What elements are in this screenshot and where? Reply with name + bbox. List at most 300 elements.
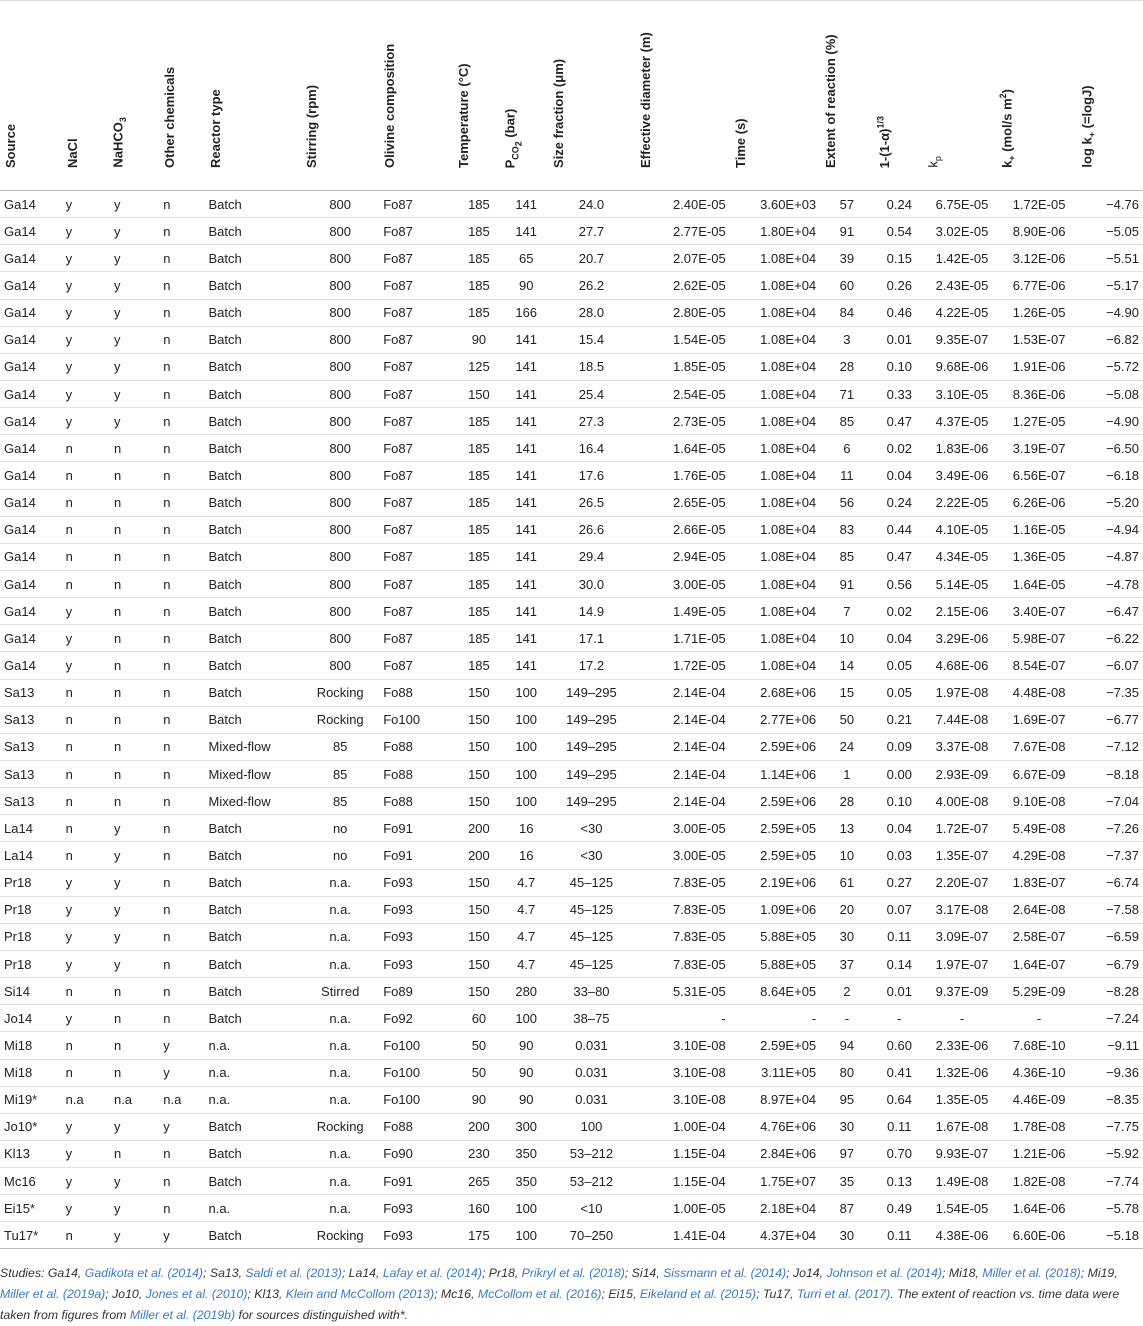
cell-temperature: 185 — [453, 299, 504, 326]
cell-stirring: Rocking — [301, 1222, 379, 1249]
cell-size-fraction: 28.0 — [548, 299, 635, 326]
cell-source: Ga14 — [0, 543, 62, 570]
cell-pco2: 16 — [505, 842, 548, 869]
cell-nacl: y — [62, 1168, 110, 1195]
cell-kp: 3.29E-06 — [925, 625, 999, 652]
cell-olivine: Fo87 — [379, 245, 453, 272]
cell-kplus: 9.10E-08 — [999, 788, 1079, 815]
cell-effective-diameter: 3.00E-05 — [635, 842, 730, 869]
cell-pco2: 4.7 — [505, 896, 548, 923]
cell-kplus: 7.67E-08 — [999, 733, 1079, 760]
cell-extent: 30 — [820, 923, 873, 950]
cell-stirring: 800 — [301, 598, 379, 625]
cell-nacl: y — [62, 923, 110, 950]
cell-extent: 10 — [820, 842, 873, 869]
cell-log-kplus: −4.87 — [1079, 543, 1143, 570]
cell-frac: - — [874, 1005, 925, 1032]
cell-source: Ga14 — [0, 570, 62, 597]
cell-effective-diameter: 2.14E-04 — [635, 679, 730, 706]
cell-stirring: n.a. — [301, 1005, 379, 1032]
table-row — [0, 408, 1143, 435]
cell-time: 1.08E+04 — [730, 245, 820, 272]
cell-log-kplus: −6.59 — [1079, 923, 1143, 950]
cell-effective-diameter: 2.14E-04 — [635, 788, 730, 815]
col-kplus: $k_+$ (mol/s $m^2$) — [999, 1, 1079, 191]
cell-pco2: 100 — [505, 1195, 548, 1222]
cell-stirring: 85 — [301, 788, 379, 815]
cell-nahco3: y — [110, 353, 159, 380]
col-log-kplus: $\log k_+$ (=logJ) — [1079, 1, 1143, 191]
cell-nacl: n — [62, 733, 110, 760]
cell-pco2: 300 — [505, 1113, 548, 1140]
cell-log-kplus: −6.47 — [1079, 598, 1143, 625]
cell-nahco3: y — [110, 869, 159, 896]
cell-frac: 0.13 — [874, 1168, 925, 1195]
cell-size-fraction: 24.0 — [548, 191, 635, 218]
cell-log-kplus: −7.75 — [1079, 1113, 1143, 1140]
cell-temperature: 265 — [453, 1168, 504, 1195]
cell-nacl: n.a — [62, 1086, 110, 1113]
cell-temperature: 150 — [453, 733, 504, 760]
cell-olivine: Fo93 — [379, 1195, 453, 1222]
cell-temperature: 185 — [453, 489, 504, 516]
col-olivine: Olivine composition — [379, 1, 453, 191]
cell-temperature: 150 — [453, 788, 504, 815]
ref-link[interactable]: Gadikota et al. (2014) — [84, 1266, 204, 1280]
cell-nahco3: y — [110, 1222, 159, 1249]
cell-other-chemicals: n — [159, 326, 204, 353]
table-row — [0, 1195, 1143, 1222]
cell-log-kplus: −5.17 — [1079, 272, 1143, 299]
cell-size-fraction: <30 — [548, 815, 635, 842]
cell-pco2: 141 — [505, 516, 548, 543]
cell-other-chemicals: n — [159, 353, 204, 380]
cell-time: - — [730, 1005, 820, 1032]
cell-effective-diameter: 1.15E-04 — [635, 1168, 730, 1195]
cell-other-chemicals: y — [159, 1032, 204, 1059]
cell-pco2: 141 — [505, 380, 548, 407]
cell-extent: 80 — [820, 1059, 873, 1086]
col-size-fraction: Size fraction (μm) — [548, 1, 635, 191]
cell-reactor-type: Batch — [205, 923, 302, 950]
cell-stirring: 800 — [301, 326, 379, 353]
ref-link[interactable]: McCollom et al. (2016) — [477, 1287, 602, 1301]
cell-temperature: 200 — [453, 842, 504, 869]
cell-nahco3: y — [110, 923, 159, 950]
cell-nahco3: n — [110, 978, 159, 1005]
table-row — [0, 489, 1143, 516]
cell-frac: 0.54 — [874, 218, 925, 245]
cell-time: 2.59E+06 — [730, 733, 820, 760]
cell-size-fraction: 70–250 — [548, 1222, 635, 1249]
cell-temperature: 185 — [453, 516, 504, 543]
cell-log-kplus: −4.90 — [1079, 408, 1143, 435]
ref-link[interactable]: Saldi et al. (2013) — [245, 1266, 342, 1280]
cell-pco2: 141 — [505, 408, 548, 435]
table-row — [0, 272, 1143, 299]
col-reactor-type: Reactor type — [205, 1, 302, 191]
cell-effective-diameter: 1.76E-05 — [635, 462, 730, 489]
cell-reactor-type: Batch — [205, 625, 302, 652]
cell-nacl: y — [62, 299, 110, 326]
cell-source: Pr18 — [0, 869, 62, 896]
cell-kp: 4.37E-05 — [925, 408, 999, 435]
cell-kplus: 1.16E-05 — [999, 516, 1079, 543]
cell-time: 2.19E+06 — [730, 869, 820, 896]
cell-size-fraction: 0.031 — [548, 1086, 635, 1113]
cell-nahco3: n — [110, 1140, 159, 1167]
cell-nahco3: n.a — [110, 1086, 159, 1113]
cell-other-chemicals: n — [159, 652, 204, 679]
cell-frac: 0.01 — [874, 326, 925, 353]
cell-frac: 0.47 — [874, 408, 925, 435]
cell-other-chemicals: y — [159, 1113, 204, 1140]
cell-extent: 91 — [820, 218, 873, 245]
cell-frac: 0.04 — [874, 462, 925, 489]
cell-frac: 0.04 — [874, 815, 925, 842]
cell-reactor-type: Batch — [205, 570, 302, 597]
cell-reactor-type: Batch — [205, 679, 302, 706]
cell-kp: 1.35E-07 — [925, 842, 999, 869]
cell-olivine: Fo100 — [379, 706, 453, 733]
cell-nahco3: y — [110, 245, 159, 272]
cell-extent: 37 — [820, 950, 873, 977]
cell-frac: 0.10 — [874, 353, 925, 380]
cell-nahco3: n — [110, 788, 159, 815]
cell-reactor-type: Mixed-flow — [205, 788, 302, 815]
ref-link[interactable]: Sissmann et al. (2014) — [663, 1266, 787, 1280]
cell-size-fraction: 27.7 — [548, 218, 635, 245]
cell-nacl: n — [62, 435, 110, 462]
table-row — [0, 218, 1143, 245]
cell-frac: 0.04 — [874, 625, 925, 652]
cell-log-kplus: −6.82 — [1079, 326, 1143, 353]
cell-source: Pr18 — [0, 896, 62, 923]
ref-link[interactable]: Klein and McCollom (2013) — [285, 1287, 435, 1301]
cell-kp: 4.68E-06 — [925, 652, 999, 679]
cell-pco2: 4.7 — [505, 950, 548, 977]
cell-kp: 1.54E-05 — [925, 1195, 999, 1222]
cell-nahco3: n — [110, 598, 159, 625]
table-row — [0, 1086, 1143, 1113]
cell-effective-diameter: 1.54E-05 — [635, 326, 730, 353]
cell-nahco3: y — [110, 408, 159, 435]
cell-frac: 0.64 — [874, 1086, 925, 1113]
table-row — [0, 978, 1143, 1005]
cell-kplus: 4.36E-10 — [999, 1059, 1079, 1086]
table-row — [0, 1222, 1143, 1249]
col-extent: Extent of reaction (%) — [820, 1, 873, 191]
cell-kp: 4.38E-06 — [925, 1222, 999, 1249]
cell-other-chemicals: n — [159, 191, 204, 218]
cell-kplus: 1.72E-05 — [999, 191, 1079, 218]
cell-kplus: 2.58E-07 — [999, 923, 1079, 950]
cell-nahco3: n — [110, 1005, 159, 1032]
ref-link[interactable]: Turri et al. (2017) — [796, 1287, 891, 1301]
cell-other-chemicals: n — [159, 978, 204, 1005]
cell-size-fraction: 17.1 — [548, 625, 635, 652]
cell-stirring: n.a. — [301, 1195, 379, 1222]
cell-kplus: 1.91E-06 — [999, 353, 1079, 380]
cell-nahco3: y — [110, 218, 159, 245]
cell-reactor-type: n.a. — [205, 1086, 302, 1113]
cell-extent: 85 — [820, 543, 873, 570]
cell-nacl: n — [62, 706, 110, 733]
cell-extent: 91 — [820, 570, 873, 597]
cell-extent: 35 — [820, 1168, 873, 1195]
cell-reactor-type: Batch — [205, 218, 302, 245]
cell-log-kplus: −6.18 — [1079, 462, 1143, 489]
cell-pco2: 100 — [505, 733, 548, 760]
cell-kp: 2.15E-06 — [925, 598, 999, 625]
cell-reactor-type: Batch — [205, 408, 302, 435]
cell-extent: 56 — [820, 489, 873, 516]
cell-nahco3: y — [110, 380, 159, 407]
cell-nacl: y — [62, 1005, 110, 1032]
cell-nahco3: y — [110, 896, 159, 923]
cell-nahco3: y — [110, 1113, 159, 1140]
ref-link[interactable]: Miller et al. (2019a) — [0, 1287, 106, 1301]
ref-link[interactable]: Miller et al. (2018) — [982, 1266, 1081, 1280]
cell-stirring: 800 — [301, 652, 379, 679]
cell-kplus: 1.83E-07 — [999, 869, 1079, 896]
cell-nahco3: n — [110, 462, 159, 489]
cell-pco2: 141 — [505, 191, 548, 218]
cell-other-chemicals: n — [159, 788, 204, 815]
cell-extent: 20 — [820, 896, 873, 923]
cell-effective-diameter: 2.94E-05 — [635, 543, 730, 570]
cell-kplus: 1.64E-07 — [999, 950, 1079, 977]
cell-source: Ga14 — [0, 353, 62, 380]
cell-effective-diameter: 1.49E-05 — [635, 598, 730, 625]
cell-other-chemicals: n — [159, 1168, 204, 1195]
cell-time: 8.64E+05 — [730, 978, 820, 1005]
cell-effective-diameter: 3.00E-05 — [635, 815, 730, 842]
cell-pco2: 4.7 — [505, 923, 548, 950]
cell-log-kplus: −4.90 — [1079, 299, 1143, 326]
col-effective-diameter: Effective diameter (m) — [635, 1, 730, 191]
cell-size-fraction: 17.6 — [548, 462, 635, 489]
header-row — [0, 1, 1143, 191]
cell-stirring: n.a. — [301, 1168, 379, 1195]
cell-reactor-type: Batch — [205, 652, 302, 679]
cell-nacl: y — [62, 408, 110, 435]
cell-kplus: 3.12E-06 — [999, 245, 1079, 272]
cell-stirring: 800 — [301, 272, 379, 299]
cell-kp: 1.97E-08 — [925, 679, 999, 706]
cell-frac: 0.05 — [874, 652, 925, 679]
table-row — [0, 706, 1143, 733]
cell-extent: 83 — [820, 516, 873, 543]
cell-log-kplus: −8.18 — [1079, 760, 1143, 787]
cell-frac: 0.44 — [874, 516, 925, 543]
cell-pco2: 100 — [505, 1222, 548, 1249]
cell-frac: 0.15 — [874, 245, 925, 272]
cell-log-kplus: −5.92 — [1079, 1140, 1143, 1167]
cell-extent: 6 — [820, 435, 873, 462]
cell-nacl: n — [62, 462, 110, 489]
cell-nacl: n — [62, 543, 110, 570]
cell-temperature: 185 — [453, 245, 504, 272]
cell-reactor-type: Batch — [205, 245, 302, 272]
cell-frac: 0.33 — [874, 380, 925, 407]
cell-kplus: 5.49E-08 — [999, 815, 1079, 842]
cell-nahco3: y — [110, 272, 159, 299]
cell-nacl: y — [62, 598, 110, 625]
ref-link[interactable]: Lafay et al. (2014) — [382, 1266, 482, 1280]
cell-pco2: 65 — [505, 245, 548, 272]
cell-frac: 0.21 — [874, 706, 925, 733]
cell-reactor-type: Batch — [205, 1005, 302, 1032]
cell-effective-diameter: 3.00E-05 — [635, 570, 730, 597]
cell-extent: - — [820, 1005, 873, 1032]
cell-extent: 50 — [820, 706, 873, 733]
cell-reactor-type: Batch — [205, 1113, 302, 1140]
cell-effective-diameter: 1.71E-05 — [635, 625, 730, 652]
cell-stirring: 800 — [301, 191, 379, 218]
cell-pco2: 90 — [505, 272, 548, 299]
table-row — [0, 842, 1143, 869]
cell-time: 2.68E+06 — [730, 679, 820, 706]
cell-nahco3: n — [110, 489, 159, 516]
cell-extent: 7 — [820, 598, 873, 625]
cell-extent: 85 — [820, 408, 873, 435]
cell-stirring: n.a. — [301, 1086, 379, 1113]
cell-kp: 3.49E-06 — [925, 462, 999, 489]
cell-extent: 95 — [820, 1086, 873, 1113]
cell-time: 1.80E+04 — [730, 218, 820, 245]
cell-temperature: 200 — [453, 1113, 504, 1140]
cell-time: 4.76E+06 — [730, 1113, 820, 1140]
cell-effective-diameter: 2.07E-05 — [635, 245, 730, 272]
cell-other-chemicals: n — [159, 1005, 204, 1032]
cell-kp: 7.44E-08 — [925, 706, 999, 733]
cell-size-fraction: 45–125 — [548, 923, 635, 950]
cell-extent: 60 — [820, 272, 873, 299]
cell-log-kplus: −6.79 — [1079, 950, 1143, 977]
table-row — [0, 326, 1143, 353]
cell-temperature: 185 — [453, 570, 504, 597]
col-source: Source — [0, 1, 62, 191]
cell-frac: 0.24 — [874, 191, 925, 218]
cell-nahco3: n — [110, 760, 159, 787]
cell-stirring: n.a. — [301, 896, 379, 923]
cell-pco2: 4.7 — [505, 869, 548, 896]
cell-olivine: Fo93 — [379, 923, 453, 950]
cell-other-chemicals: n — [159, 896, 204, 923]
cell-source: Kl13 — [0, 1140, 62, 1167]
cell-effective-diameter: 2.80E-05 — [635, 299, 730, 326]
cell-other-chemicals: n — [159, 815, 204, 842]
cell-kplus: 1.26E-05 — [999, 299, 1079, 326]
cell-reactor-type: Batch — [205, 869, 302, 896]
cell-size-fraction: 45–125 — [548, 950, 635, 977]
table-row — [0, 1168, 1143, 1195]
ref-link[interactable]: Prikryl et al. (2018) — [521, 1266, 625, 1280]
cell-kp: 3.17E-08 — [925, 896, 999, 923]
cell-olivine: Fo93 — [379, 1222, 453, 1249]
cell-effective-diameter: 2.14E-04 — [635, 760, 730, 787]
cell-nacl: y — [62, 218, 110, 245]
cell-olivine: Fo100 — [379, 1086, 453, 1113]
cell-pco2: 100 — [505, 760, 548, 787]
ref-link[interactable]: Johnson et al. (2014) — [826, 1266, 943, 1280]
cell-nacl: n — [62, 516, 110, 543]
cell-size-fraction: 149–295 — [548, 679, 635, 706]
ref-link[interactable]: Miller et al. (2019b) — [129, 1308, 236, 1322]
cell-effective-diameter: 2.54E-05 — [635, 380, 730, 407]
cell-time: 1.08E+04 — [730, 489, 820, 516]
cell-kplus: 3.19E-07 — [999, 435, 1079, 462]
cell-stirring: n.a. — [301, 1140, 379, 1167]
cell-kplus: 1.27E-05 — [999, 408, 1079, 435]
cell-olivine: Fo88 — [379, 1113, 453, 1140]
cell-effective-diameter: 2.14E-04 — [635, 733, 730, 760]
cell-effective-diameter: 7.83E-05 — [635, 896, 730, 923]
cell-temperature: 185 — [453, 598, 504, 625]
cell-pco2: 166 — [505, 299, 548, 326]
cell-stirring: n.a. — [301, 1059, 379, 1086]
cell-nacl: n — [62, 489, 110, 516]
cell-stirring: 800 — [301, 516, 379, 543]
cell-time: 1.14E+06 — [730, 760, 820, 787]
cell-frac: 0.47 — [874, 543, 925, 570]
cell-olivine: Fo87 — [379, 435, 453, 462]
cell-stirring: 800 — [301, 408, 379, 435]
cell-extent: 94 — [820, 1032, 873, 1059]
table-row — [0, 462, 1143, 489]
cell-reactor-type: Batch — [205, 815, 302, 842]
cell-size-fraction: 16.4 — [548, 435, 635, 462]
cell-olivine: Fo90 — [379, 1140, 453, 1167]
cell-temperature: 185 — [453, 652, 504, 679]
cell-kp: 1.49E-08 — [925, 1168, 999, 1195]
cell-size-fraction: 30.0 — [548, 570, 635, 597]
cell-source: Pr18 — [0, 923, 62, 950]
cell-temperature: 90 — [453, 1086, 504, 1113]
cell-source: Ga14 — [0, 380, 62, 407]
cell-other-chemicals: n — [159, 516, 204, 543]
cell-nacl: y — [62, 869, 110, 896]
cell-reactor-type: Batch — [205, 489, 302, 516]
cell-effective-diameter: 2.40E-05 — [635, 191, 730, 218]
cell-source: Ga14 — [0, 462, 62, 489]
ref-link[interactable]: Jones et al. (2010) — [145, 1287, 248, 1301]
cell-time: 1.75E+07 — [730, 1168, 820, 1195]
cell-kp: 1.72E-07 — [925, 815, 999, 842]
cell-reactor-type: Batch — [205, 1222, 302, 1249]
cell-frac: 0.11 — [874, 1113, 925, 1140]
cell-log-kplus: −7.12 — [1079, 733, 1143, 760]
cell-other-chemicals: n.a — [159, 1086, 204, 1113]
cell-log-kplus: −6.07 — [1079, 652, 1143, 679]
cell-kp: 3.10E-05 — [925, 380, 999, 407]
cell-kplus: 6.60E-06 — [999, 1222, 1079, 1249]
cell-frac: 0.11 — [874, 923, 925, 950]
cell-extent: 28 — [820, 788, 873, 815]
cell-frac: 0.10 — [874, 788, 925, 815]
cell-frac: 0.49 — [874, 1195, 925, 1222]
ref-link[interactable]: Eikeland et al. (2015) — [639, 1287, 757, 1301]
cell-pco2: 350 — [505, 1140, 548, 1167]
cell-temperature: 90 — [453, 326, 504, 353]
cell-kplus: 8.36E-06 — [999, 380, 1079, 407]
col-nacl: NaCl — [62, 1, 110, 191]
cell-effective-diameter: 2.62E-05 — [635, 272, 730, 299]
cell-source: Ga14 — [0, 245, 62, 272]
cell-nacl: y — [62, 272, 110, 299]
col-stirring: Stirring (rpm) — [301, 1, 379, 191]
